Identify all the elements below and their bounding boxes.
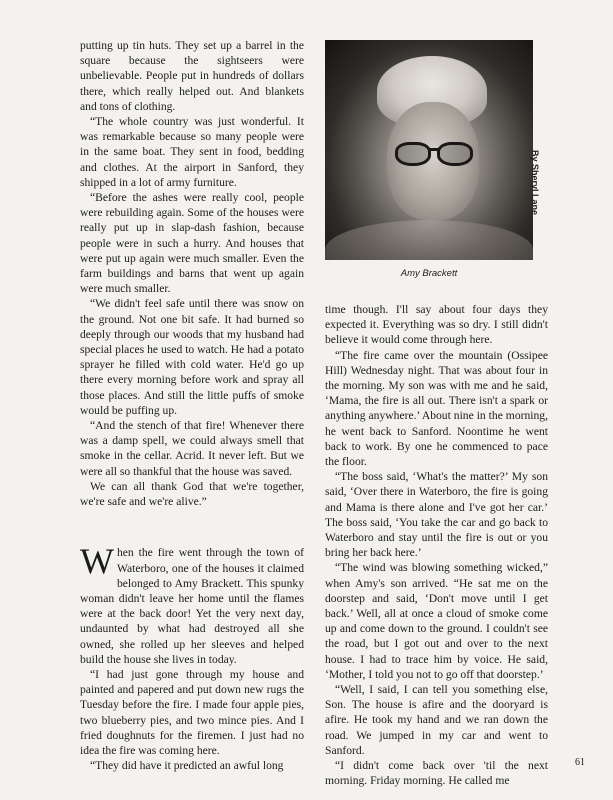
- paragraph: “Before the ashes were really cool, people were rebuilding again. Some of the houses were really put up in slap-dash fashion, because people were in such a hurry. And houses that were put up again were much smaller. Even the farm buildings and barns that went up again were much smaller.: [80, 191, 304, 296]
- paragraph: We can all thank God that we're together, we're safe and we're alive.”: [80, 479, 304, 509]
- paragraph: “I didn't come back over 'til the next morning. Friday morning. He called me: [325, 759, 548, 788]
- paragraph: “The fire came over the mountain (Ossipee Hill) Wednesday night. That was about four in the morning. My son was with me and he said, ‘Mama, the fire is all out. There isn't a spark or anything anywhere.’ About nine in the morning, he went back to Sanford. Noontime he went back to work. By one he commenced to pace the floor.: [325, 348, 548, 469]
- paragraph: time though. I'll say about four days they expected it. Everything was so dry. I still didn't believe it would come through here.: [325, 303, 548, 347]
- portrait-photo: [325, 40, 533, 260]
- photo-credit: By Sheryl Lane: [530, 150, 540, 216]
- paragraph: “The whole country was just wonderful. It was remarkable because so many people were in the same boat. They sent in food, bedding and clothes. At the airport in Sanford, they shipped in a lot of army furniture.: [80, 115, 304, 189]
- page-number: 61: [575, 757, 585, 768]
- intro-text: hen the fire went through the town of Waterboro, one of the houses it claimed belonged to Amy Brackett. This spunky woman didn't leave her home until the flames were at the back door! Yet the very next day, undaunted by what had destroyed all she owned, she rolled up her sleeves and helped build the house she lives in today.: [80, 546, 304, 666]
- intro-paragraph: [80, 541, 304, 667]
- drop-cap: W: [80, 541, 114, 582]
- photo-caption: Amy Brackett: [400, 268, 458, 279]
- paragraph: “I had just gone through my house and painted and papered and put down new rugs the Tuesday before the fire. I made four apple pies, two blueberry pies, and two mince pies. And I fried doughnuts for the firemen. I just had no idea the fire was coming here.: [80, 667, 304, 757]
- left-column: [80, 38, 304, 773]
- paragraph: “The boss said, ‘What's the matter?’ My son said, ‘Over there in Waterboro, the fire is going and Mama is there alone and I've got her car.’ The boss said, ‘You take the car and go back to Waterboro and stay until the fire is out or you bring her back here.’: [325, 470, 548, 560]
- paragraph: “And the stench of that fire! Whenever there was a damp spell, we could always smell that smoke in the cellar. Acrid. It never left. But we were all so thankful that the house was saved.: [80, 419, 304, 478]
- paragraph: “We didn't feel safe until there was snow on the ground. Not one bit safe. It had burned so deeply through our woods that my husband had special places he used to watch. He had a potato sprayer he filled with cold water. He'd go up there every morning before work and spray all those places. And still the little puffs of smoke would be puffing up.: [80, 297, 304, 417]
- paragraph: “The wind was blowing something wicked,” when Amy's son arrived. “He sat me on the doorstep and said, ‘Don't move until I get back.’ Well, all at once a cloud of smoke come up and come down to the ground. I couldn't see the road, but I got out and over to the next house. I had to trace him by voice. He said, ‘Mother, I told you not to go off that doorstep.’: [325, 561, 548, 681]
- right-column: [325, 302, 548, 789]
- paragraph: putting up tin huts. They set up a barrel in the square because the sightseers were unbelievable. People put in hundreds of dollars there, which really helped out. And blankets and tons of clothing.: [80, 39, 304, 113]
- paragraph: “They did have it predicted an awful long: [90, 759, 284, 773]
- paragraph: “Well, I said, I can tell you something else, Son. The house is afire and the dooryard is afire. He took my hand and we ran down the road. We jumped in my car and went to Sanford.: [325, 683, 548, 757]
